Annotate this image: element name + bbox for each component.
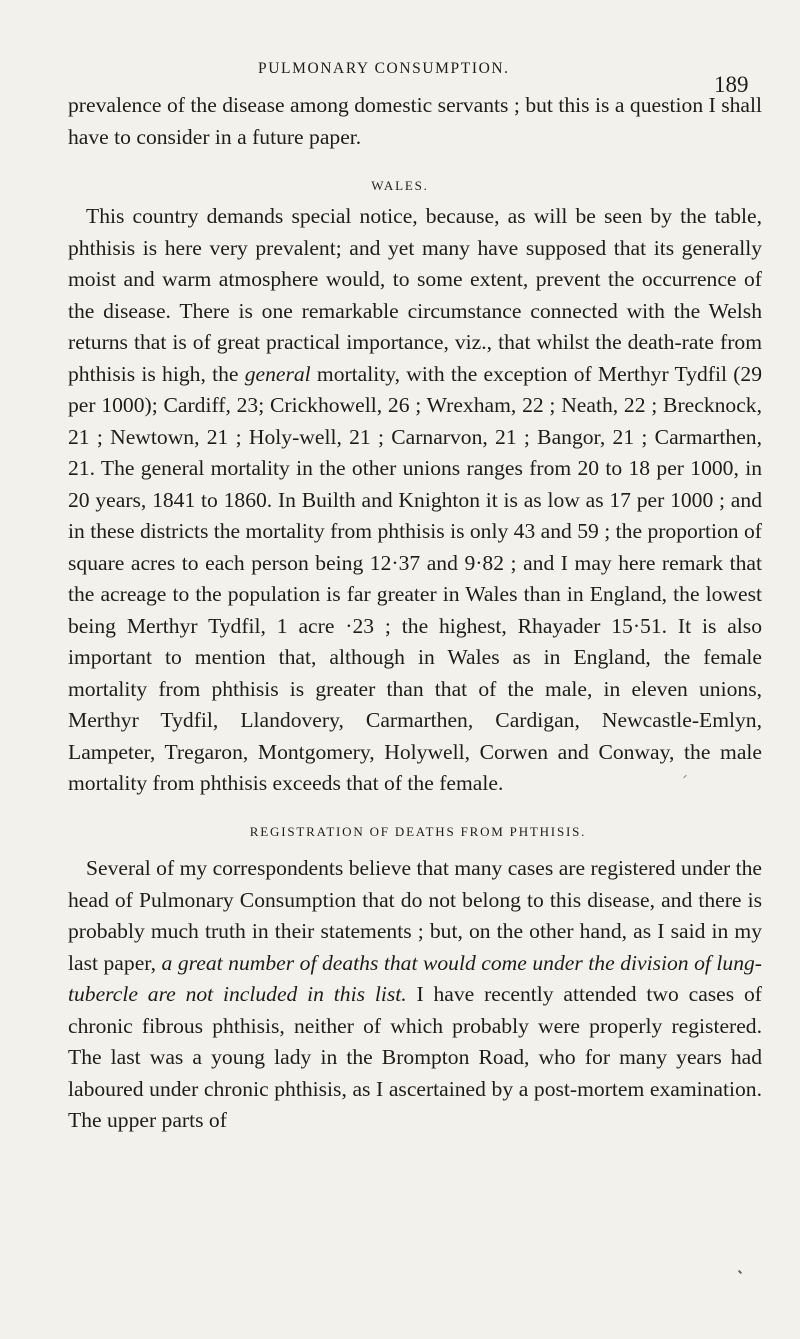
paragraph-wales [68,201,762,800]
paragraph-continuation [68,90,762,153]
paragraph-registration-emphasis: a great number of deaths that would come under the division of lung-tubercle are not included in this list. [68,950,762,1006]
paragraph-wales-emphasis: general [244,361,311,386]
paper-speck [738,1270,742,1274]
paragraph-registration [68,853,762,1137]
section-heading-registration: REGISTRATION OF DEATHS FROM PHTHISIS. [249,824,587,839]
paragraph-wales-text-a: This country demands special notice, because, as will be seen by the table, phthisis is here very prevalent; and yet many have supposed that its generally moist and warm atmosphere would, to some extent, prevent the occurrence of the disease. There is one remarkable circumstance connected with the Welsh returns that is of great practical importance, viz., that whilst the death-rate from phthisis is high, the [68,204,762,386]
page-number: 189 [714,72,749,97]
paragraph-registration-text-a: Several of my correspondents believe that many cases are registered under the head of Pulmonary Consumption that do not belong to this disease, and there is probably much truth in their statements ; but, on the other hand, as I said in my last paper, [68,856,762,975]
paragraph-registration-text-b: I have recently attended two cases of chronic fibrous phthisis, neither of which probably were properly registered. The last was a young lady in the Brompton Road, who for many years had laboured under chronic phthisis, as I ascertained by a post-mortem examination. The upper parts of [68,982,762,1132]
paragraph-wales-text-b: mortality, with the exception of Merthyr Tydfil (29 per 1000); Cardiff, 23; Crickhowell, 26 ; Wrexham, 22 ; Neath, 22 ; Brecknock, 21 ; Newtown, 21 ; Holy-well, 21 ; Carnarvon, 21 ; Bangor, 21 ; Carmarthen, 21. The general mortality in the other unions ranges from 20 to 18 per 1000, in 20 years, 1841 to 1860. In Builth and Knighton it is as low as 17 per 1000 ; and in these districts the mortality from phthisis is only 43 and 59 ; the proportion of square acres to each person being 12·37 and 9·82 ; and I may here remark that the acreage to the population is far greater in Wales than in England, the lowest being Merthyr Tydfil, 1 acre ·23 ; the highest, Rhayader 15·51. It is also important to mention that, although in Wales as in England, the female mortality from phthisis is greater than that of the male, in eleven unions, Merthyr Tydfil, Llandovery, Carmarthen, Cardigan, Newcastle-Emlyn, Lampeter, Tregaron, Montgomery, Holywell, Corwen and Conway, the male mortality from phthisis exceeds that of the female. [68,361,762,795]
running-head: PULMONARY CONSUMPTION. [258,60,510,77]
paragraph-continuation-text: prevalence of the disease among domestic servants ; but this is a question I shall have to consider in a future paper. [68,93,762,149]
section-heading-wales: WALES. [371,178,429,193]
